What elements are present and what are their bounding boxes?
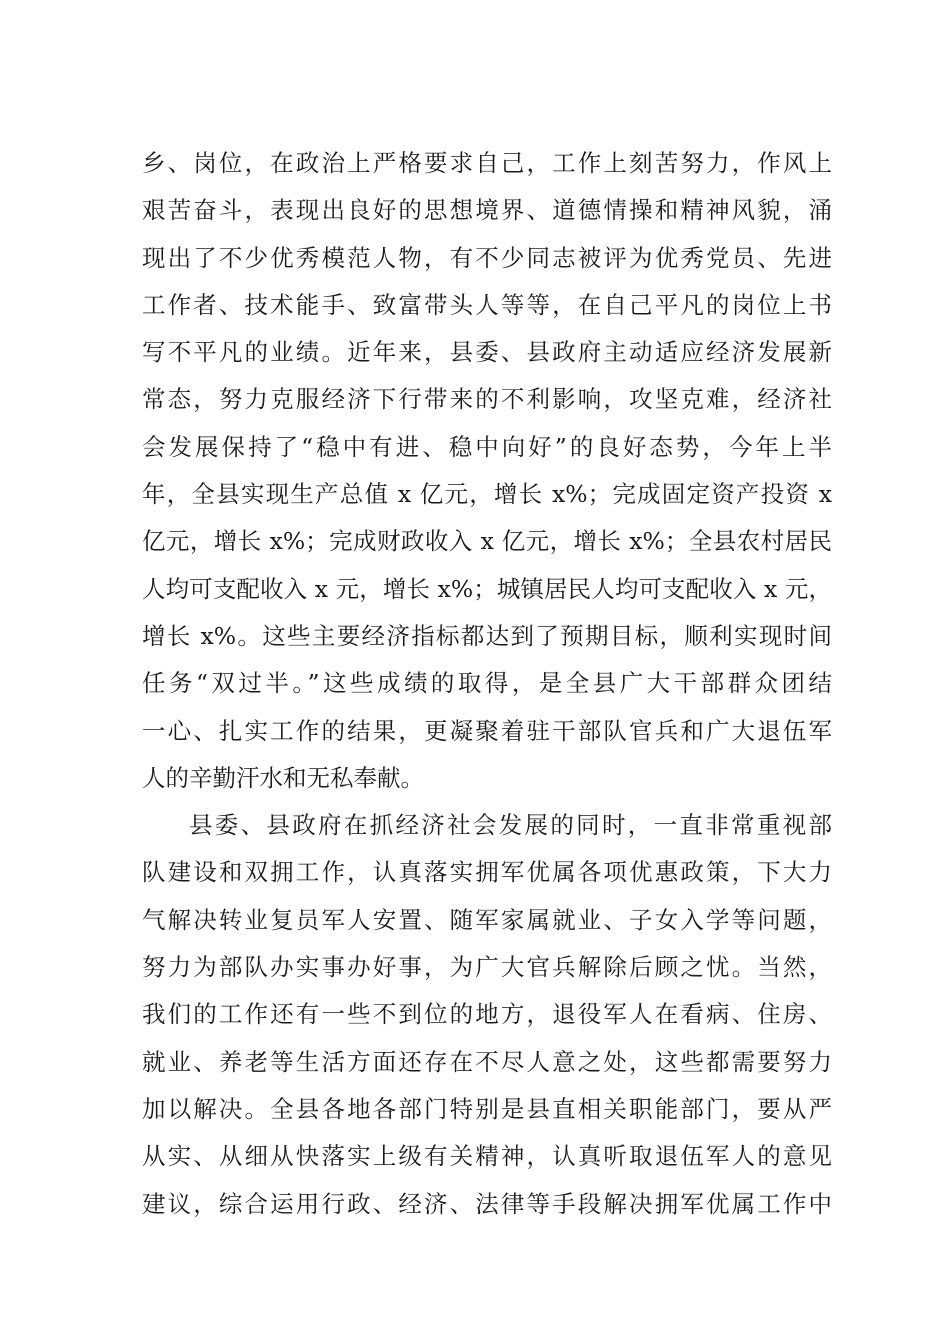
text-line: 工作者、技术能手、致富带头人等等，在自己平凡的岗位上书 bbox=[142, 290, 832, 319]
text-line: 我们的工作还有一些不到位的地方，退役军人在看病、住房、 bbox=[142, 1000, 832, 1029]
text-line: 就业、养老等生活方面还存在不尽人意之处，这些都需要努力 bbox=[142, 1047, 832, 1076]
text-line: 现出了不少优秀模范人物，有不少同志被评为优秀党员、先进 bbox=[142, 243, 832, 272]
text-line: 县委、县政府在抓经济社会发展的同时，一直非常重视部 bbox=[189, 811, 832, 840]
text-line: 艰苦奋斗，表现出良好的思想境界、道德情操和精神风貌，涌 bbox=[142, 196, 832, 225]
paragraph-2 bbox=[142, 802, 832, 1228]
text-line: 乡、岗位，在政治上严格要求自己，工作上刻苦努力，作风上 bbox=[142, 149, 832, 177]
text-line: 人均可支配收入 x 元，增长 x%；城镇居民人均可支配收入 x 元， bbox=[142, 574, 832, 603]
text-line: 一心、扎实工作的结果，更凝聚着驻干部队官兵和广大退伍军 bbox=[142, 716, 832, 745]
text-line: 努力为部队办实事办好事，为广大官兵解除后顾之忧。当然， bbox=[142, 953, 832, 982]
text-line: 写不平凡的业绩。近年来，县委、县政府主动适应经济发展新 bbox=[142, 338, 832, 367]
text-line: 从实、从细从快落实上级有关精神，认真听取退伍军人的意见 bbox=[142, 1142, 832, 1171]
text-line: 常态，努力克服经济下行带来的不利影响，攻坚克难，经济社 bbox=[142, 385, 832, 414]
text-line: 增长 x%。这些主要经济指标都达到了预期目标，顺利实现时间 bbox=[142, 621, 832, 650]
body-text bbox=[142, 140, 832, 1228]
text-line: 气解决转业复员军人安置、随军家属就业、子女入学等问题， bbox=[142, 905, 832, 934]
text-line: 任务“双过半。”这些成绩的取得，是全县广大干部群众团结 bbox=[142, 669, 832, 698]
text-line: 建议，综合运用行政、经济、法律等手段解决拥军优属工作中 bbox=[142, 1189, 832, 1218]
text-line: 会发展保持了“稳中有进、稳中向好”的良好态势，今年上半 bbox=[142, 432, 832, 461]
text-line: 队建设和双拥工作，认真落实拥军优属各项优惠政策，下大力 bbox=[142, 858, 832, 887]
text-line: 年，全县实现生产总值 x 亿元，增长 x%；完成固定资产投资 x bbox=[142, 480, 832, 509]
text-line: 人的辛勤汗水和无私奉献。 bbox=[142, 763, 424, 792]
paragraph-1 bbox=[142, 140, 832, 802]
text-line: 加以解决。全县各地各部门特别是县直相关职能部门，要从严 bbox=[142, 1094, 832, 1123]
text-line: 亿元，增长 x%；完成财政收入 x 亿元，增长 x%；全县农村居民 bbox=[142, 527, 832, 556]
